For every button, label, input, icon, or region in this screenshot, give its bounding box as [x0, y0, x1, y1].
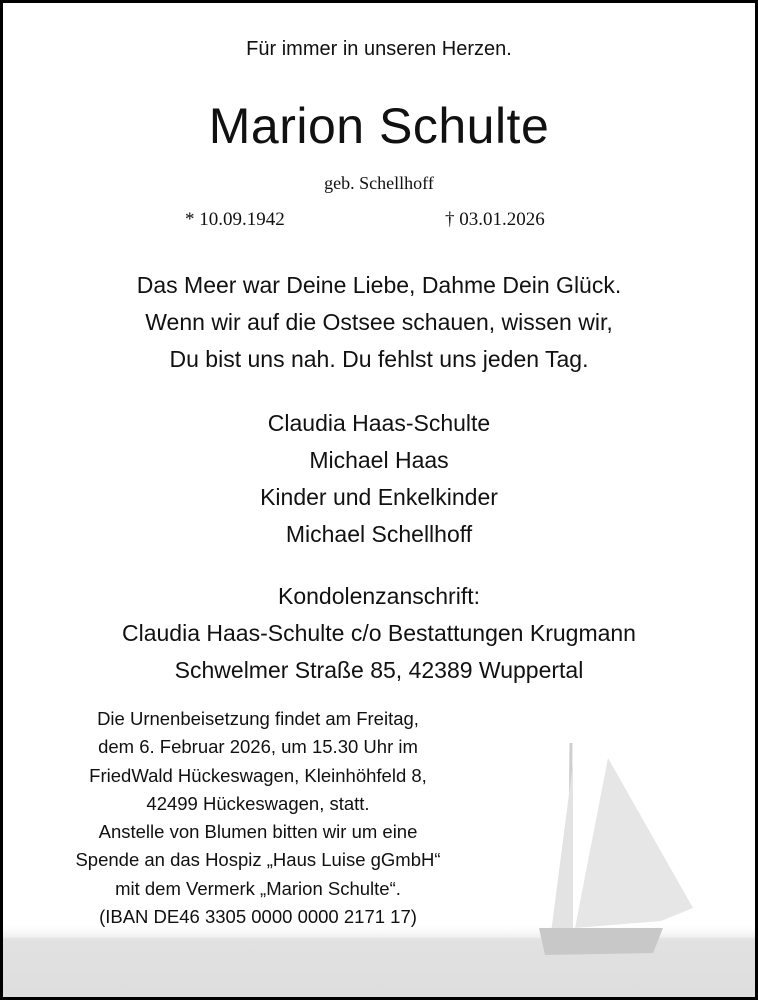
condolence-heading: Kondolenzanschrift: [277, 583, 480, 609]
mourner: Claudia Haas-Schulte [267, 410, 491, 436]
poem-line: Du bist uns nah. Du fehlst uns jeden Tag. [169, 346, 589, 372]
condolence-line: Claudia Haas-Schulte c/o Bestattungen Krugmann [122, 620, 636, 646]
mourner: Kinder und Enkelkinder [260, 484, 498, 510]
mourner: Michael Haas [309, 447, 449, 473]
poem-line: Das Meer war Deine Liebe, Dahme Dein Glück. [136, 272, 622, 298]
notice-line: Die Urnenbeisetzung findet am Freitag, [97, 708, 419, 729]
notice-line: Spende an das Hospiz „Haus Luise gGmbH“ [75, 849, 441, 871]
poem-line: Wenn wir auf die Ostsee schauen, wissen wir, [145, 309, 613, 335]
birth-date: * 10.09.1942 [185, 209, 285, 230]
condolence-line: Schwelmer Straße 85, 42389 Wuppertal [174, 657, 584, 683]
notice-line: dem 6. Februar 2026, um 15.30 Uhr im [98, 736, 418, 758]
burial-notice [28, 705, 488, 931]
mourner: Michael Schellhoff [285, 521, 473, 547]
maiden-name: geb. Schellhoff [324, 173, 434, 193]
notice-line: 42499 Hückeswagen, statt. [146, 792, 370, 814]
death-date: † 03.01.2026 [445, 209, 545, 230]
notice-line: mit dem Vermerk „Marion Schulte“. [115, 877, 401, 899]
notice-line: Anstelle von Blumen bitten wir um eine [98, 821, 418, 843]
notice-line: FriedWald Hückeswagen, Kleinhöhfeld 8, [89, 764, 427, 786]
motto: Für immer in unseren Herzen. [246, 38, 512, 60]
notice-line: (IBAN DE46 3305 0000 0000 2171 17) [99, 906, 417, 928]
deceased-name: Marion Schulte [208, 98, 550, 154]
